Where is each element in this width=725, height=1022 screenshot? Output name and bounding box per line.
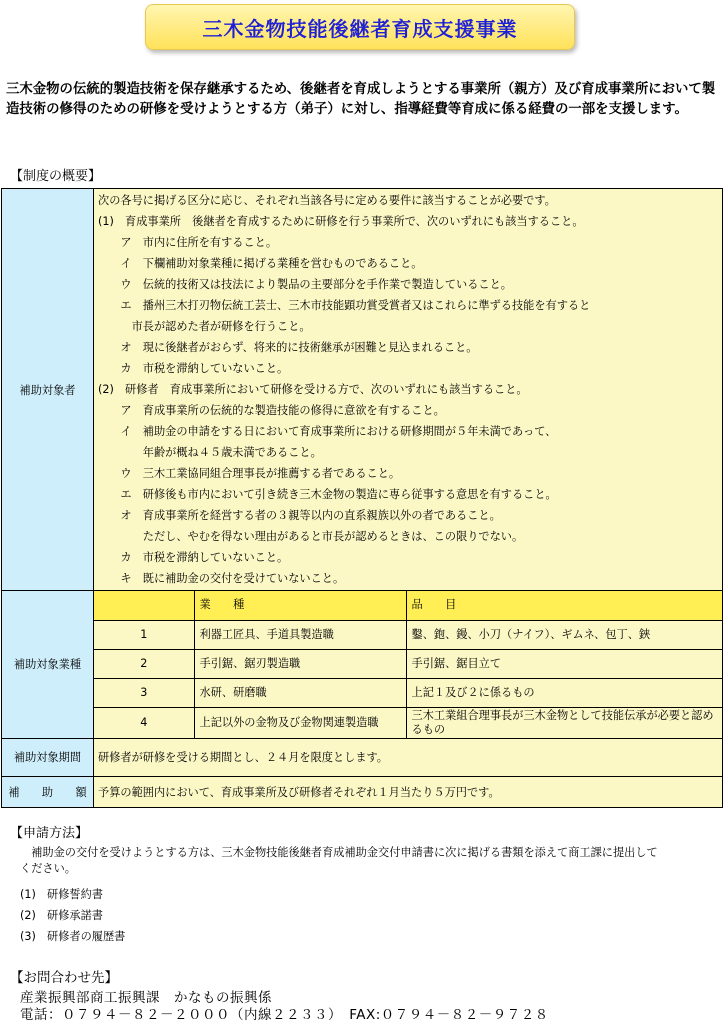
application-text: 補助金の交付を受けようとする方は、三木金物技能後継者育成補助金交付申請書に次に掲げる書類を添えて商工課に提出してください。	[20, 846, 658, 875]
requirement-line: ただし、やむを得ない理由があると市長が認めるときは、この限りでない。	[98, 530, 524, 543]
application-item: (2) 研修承諾書	[20, 909, 103, 922]
amount-text: 予算の範囲内において、育成事業所及び研修者それぞれ１月当たり５万円です。	[94, 776, 723, 807]
requirement-line: オ 育成事業所を経営する者の３親等以内の直系親族以外の者であること。	[98, 509, 501, 522]
industry-items: 三木工業組合理事長が三木金物として技能伝承が必要と認めるもの	[406, 707, 722, 738]
industries-header-items: 品 目	[406, 591, 722, 620]
industry-no: 3	[94, 678, 194, 707]
industry-type: 水研、研磨職	[194, 678, 406, 707]
industries-table	[94, 591, 722, 738]
requirement-line: (2) 研修者 育成事業所において研修を受ける方で、次のいずれにも該当すること。	[98, 383, 528, 396]
target-label: 補助対象者	[2, 189, 94, 591]
industry-items: 鑿、鉋、鏝、小刀（ナイフ）、ギムネ、包丁、鋏	[406, 620, 722, 649]
industry-no: 2	[94, 649, 194, 678]
period-text: 研修者が研修を受ける期間とし、２４月を限度とします。	[94, 738, 723, 776]
requirements-list	[98, 190, 718, 589]
industries-content	[94, 591, 723, 739]
intro-text: 三木金物の伝統的製造技術を保存継承するため、後継者を育成しようとする事業所（親方）及び育成事業所において製造技術の修得のための研修を受けようとする方（弟子）に対し、指導経費等育成に係る経費の一部を支援します。	[6, 82, 716, 117]
period-label: 補助対象期間	[2, 738, 94, 776]
application-item: (3) 研修者の履歴書	[20, 930, 126, 943]
requirement-line: カ 市税を滞納していないこと。	[98, 551, 289, 564]
industries-header-no	[94, 591, 194, 620]
industry-no: 4	[94, 707, 194, 738]
industry-no: 1	[94, 620, 194, 649]
industry-items: 手引鋸、鋸目立て	[406, 649, 722, 678]
requirement-line: (1) 育成事業所 後継者を育成するために研修を行う事業所で、次のいずれにも該当すること。	[98, 215, 584, 228]
requirement-line: ウ 三木工業協同組合理事長が推薦する者であること。	[98, 467, 401, 480]
table-row	[94, 649, 722, 678]
requirement-line: ア 市内に住所を有すること。	[98, 236, 278, 249]
requirement-line: ウ 伝統的技術又は技法により製品の主要部分を手作業で製造していること。	[98, 278, 512, 291]
requirement-line: ア 育成事業所の伝統的な製造技能の修得に意欲を有すること。	[98, 404, 445, 417]
industries-header-type: 業 種	[194, 591, 406, 620]
table-row	[94, 620, 722, 649]
industry-type: 手引鋸、鋸刃製造職	[194, 649, 406, 678]
requirement-line: キ 既に補助金の交付を受けていないこと。	[98, 572, 345, 585]
application-item: (1) 研修誓約書	[20, 888, 103, 901]
industries-label: 補助対象業種	[2, 591, 94, 739]
target-content	[94, 189, 723, 591]
industry-type: 利器工匠具、手道具製造職	[194, 620, 406, 649]
requirement-line: 市長が認めた者が研修を行うこと。	[98, 320, 311, 333]
overview-table	[1, 188, 723, 808]
requirement-line: エ 研修後も市内において引き続き三木金物の製造に専ら従事する意思を有すること。	[98, 488, 557, 501]
requirement-line: 年齢が概ね４５歳未満であること。	[98, 446, 322, 459]
page-title-box	[145, 4, 575, 50]
page-title: 三木金物技能後継者育成支援事業	[202, 16, 518, 41]
table-row	[94, 707, 722, 738]
amount-label: 補 助 額	[2, 776, 94, 807]
requirement-line: オ 現に後継者がおらず、将来的に技術継承が困難と見込まれること。	[98, 341, 478, 354]
contact-phone: 電話：０７９４－８２－２０００（内線２２３３） FAX:０７９４－８２－９７２８	[20, 1007, 549, 1022]
industry-type: 上記以外の金物及び金物関連製造職	[194, 707, 406, 738]
requirement-line: エ 播州三木打刃物伝統工芸士、三木市技能顕功賞受賞者又はこれらに準ずる技能を有すると	[98, 299, 591, 312]
overview-heading: 【制度の概要】	[10, 169, 102, 184]
industries-header-row	[94, 591, 722, 620]
requirement-line: イ 下欄補助対象業種に掲げる業種を営むものであること。	[98, 257, 423, 270]
application-heading: 【申請方法】	[10, 826, 89, 841]
requirement-line: カ 市税を滞納していないこと。	[98, 362, 289, 375]
requirement-line: 次の各号に掲げる区分に応じ、それぞれ当該各号に定める要件に該当することが必要です。	[98, 194, 556, 207]
contact-department: 産業振興部商工振興課 かなもの振興係	[20, 990, 272, 1006]
contact-heading: 【お問合わせ先】	[10, 970, 118, 986]
table-row	[94, 678, 722, 707]
requirement-line: イ 補助金の申請をする日において育成事業所における研修期間が５年未満であって、	[98, 425, 557, 438]
industry-items: 上記１及び２に係るもの	[406, 678, 722, 707]
